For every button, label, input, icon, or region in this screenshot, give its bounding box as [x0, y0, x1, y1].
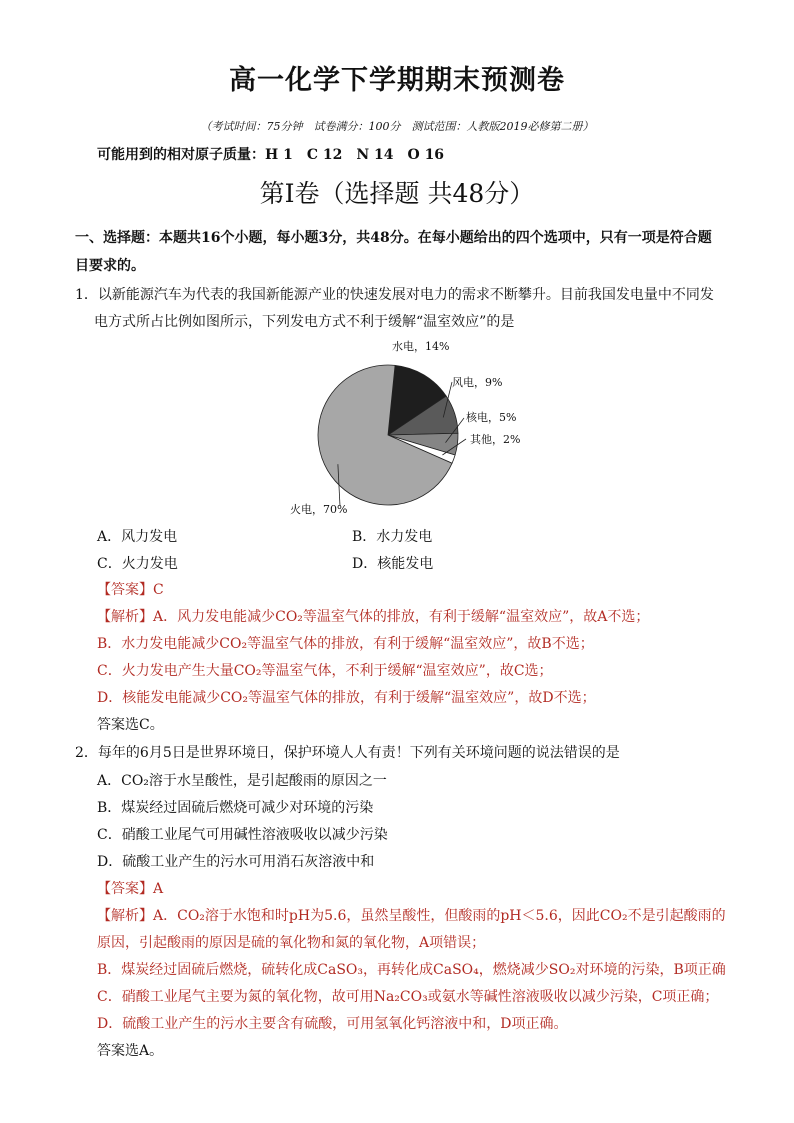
q1-conclusion: 答案选C。 [97, 717, 164, 733]
page-title: 高一化学下学期期末预测卷 [229, 65, 565, 96]
q1-option-b: B．水力发电 [352, 529, 433, 545]
q2-conclusion: 答案选A。 [97, 1043, 164, 1059]
pie-slice-label: 风电，9% [452, 376, 503, 389]
q2-analysis-c: C．硝酸工业尾气主要为氮的氧化物，故可用Na₂CO₃或氨水等碱性溶液吸收以减少污染，C项正确； [97, 989, 719, 1005]
q1-option-d: D．核能发电 [352, 556, 434, 572]
instructions-line-1: 一、选择题：本题共16个小题，每小题3分，共48分。在每小题给出的四个选项中，只有一项是符合题 [75, 230, 712, 246]
q2-answer [97, 879, 163, 899]
q2-answer-label: 【答案】 [97, 881, 153, 897]
q1-analysis-a: A．风力发电能减少CO₂等温室气体的排放，有利于缓解“温室效应”，故A不选； [153, 609, 650, 625]
q2-analysis-b: B．煤炭经过固硫后燃烧，硫转化成CaSO₃，再转化成CaSO₄，燃烧减少SO₂对环境的污染，B项正确 [97, 962, 726, 978]
q2-analysis-a-2: 原因，引起酸雨的原因是硫的氧化物和氮的氧化物，A项错误； [97, 935, 486, 951]
q1-option-a: A．风力发电 [97, 529, 178, 545]
pie-chart [280, 330, 550, 520]
section-title: 第Ⅰ卷（选择题 共48分） [259, 179, 535, 208]
q1-answer-value: C [153, 582, 164, 598]
q2-analysis-line-1 [97, 906, 726, 926]
q1-analysis-d: D．核能发电能减少CO₂等温室气体的排放，有利于缓解“温室效应”，故D不选； [97, 690, 596, 706]
q2-option-a: A．CO₂溶于水呈酸性，是引起酸雨的原因之一 [97, 773, 387, 789]
q1-stem-line-2: 电方式所占比例如图所示，下列发电方式不利于缓解“温室效应”的是 [94, 314, 515, 330]
q2-stem: 2．每年的6月5日是世界环境日，保护环境人人有责！下列有关环境问题的说法错误的是 [75, 745, 620, 761]
q1-option-c: C．火力发电 [97, 556, 178, 572]
q2-option-c: C．硝酸工业尾气可用碱性溶液吸收以减少污染 [97, 827, 388, 843]
q2-option-d: D．硫酸工业产生的污水可用消石灰溶液中和 [97, 854, 375, 870]
q1-analysis-label: 【解析】 [97, 609, 153, 625]
pie-slice-label: 水电，14% [392, 340, 450, 353]
pie-slice-label: 核电，5% [466, 411, 517, 424]
q1-answer [97, 580, 164, 600]
q1-answer-label: 【答案】 [97, 582, 153, 598]
q2-option-b: B．煤炭经过固硫后燃烧可减少对环境的污染 [97, 800, 374, 816]
atomic-masses: 可能用到的相对原子质量：H 1 C 12 N 14 O 16 [97, 147, 445, 163]
exam-info: （考试时间：75分钟 试卷满分：100分 测试范围：人教版2019必修第二册） [200, 120, 594, 133]
instructions-line-2: 目要求的。 [75, 258, 145, 274]
q2-analysis-d: D．硫酸工业产生的污水主要含有硫酸，可用氢氧化钙溶液中和，D项正确。 [97, 1016, 568, 1032]
q2-answer-value: A [153, 881, 164, 897]
q1-stem-line-1: 1．以新能源汽车为代表的我国新能源产业的快速发展对电力的需求不断攀升。目前我国发电量中不同发 [75, 287, 714, 303]
q1-analysis-b: B．水力发电能减少CO₂等温室气体的排放，有利于缓解“温室效应”，故B不选； [97, 636, 594, 652]
q2-analysis-label: 【解析】 [97, 908, 153, 924]
q2-analysis-a-1: A．CO₂溶于水饱和时pH为5.6，虽然呈酸性，但酸雨的pH＜5.6，因此CO₂不是引起酸雨的 [153, 908, 726, 924]
q1-analysis-line-1 [97, 607, 649, 627]
q1-analysis-c: C．火力发电产生大量CO₂等温室气体，不利于缓解“温室效应”，故C选； [97, 663, 553, 679]
pie-slice-label: 其他，2% [470, 433, 521, 446]
pie-slice-label: 火电，70% [290, 503, 348, 516]
